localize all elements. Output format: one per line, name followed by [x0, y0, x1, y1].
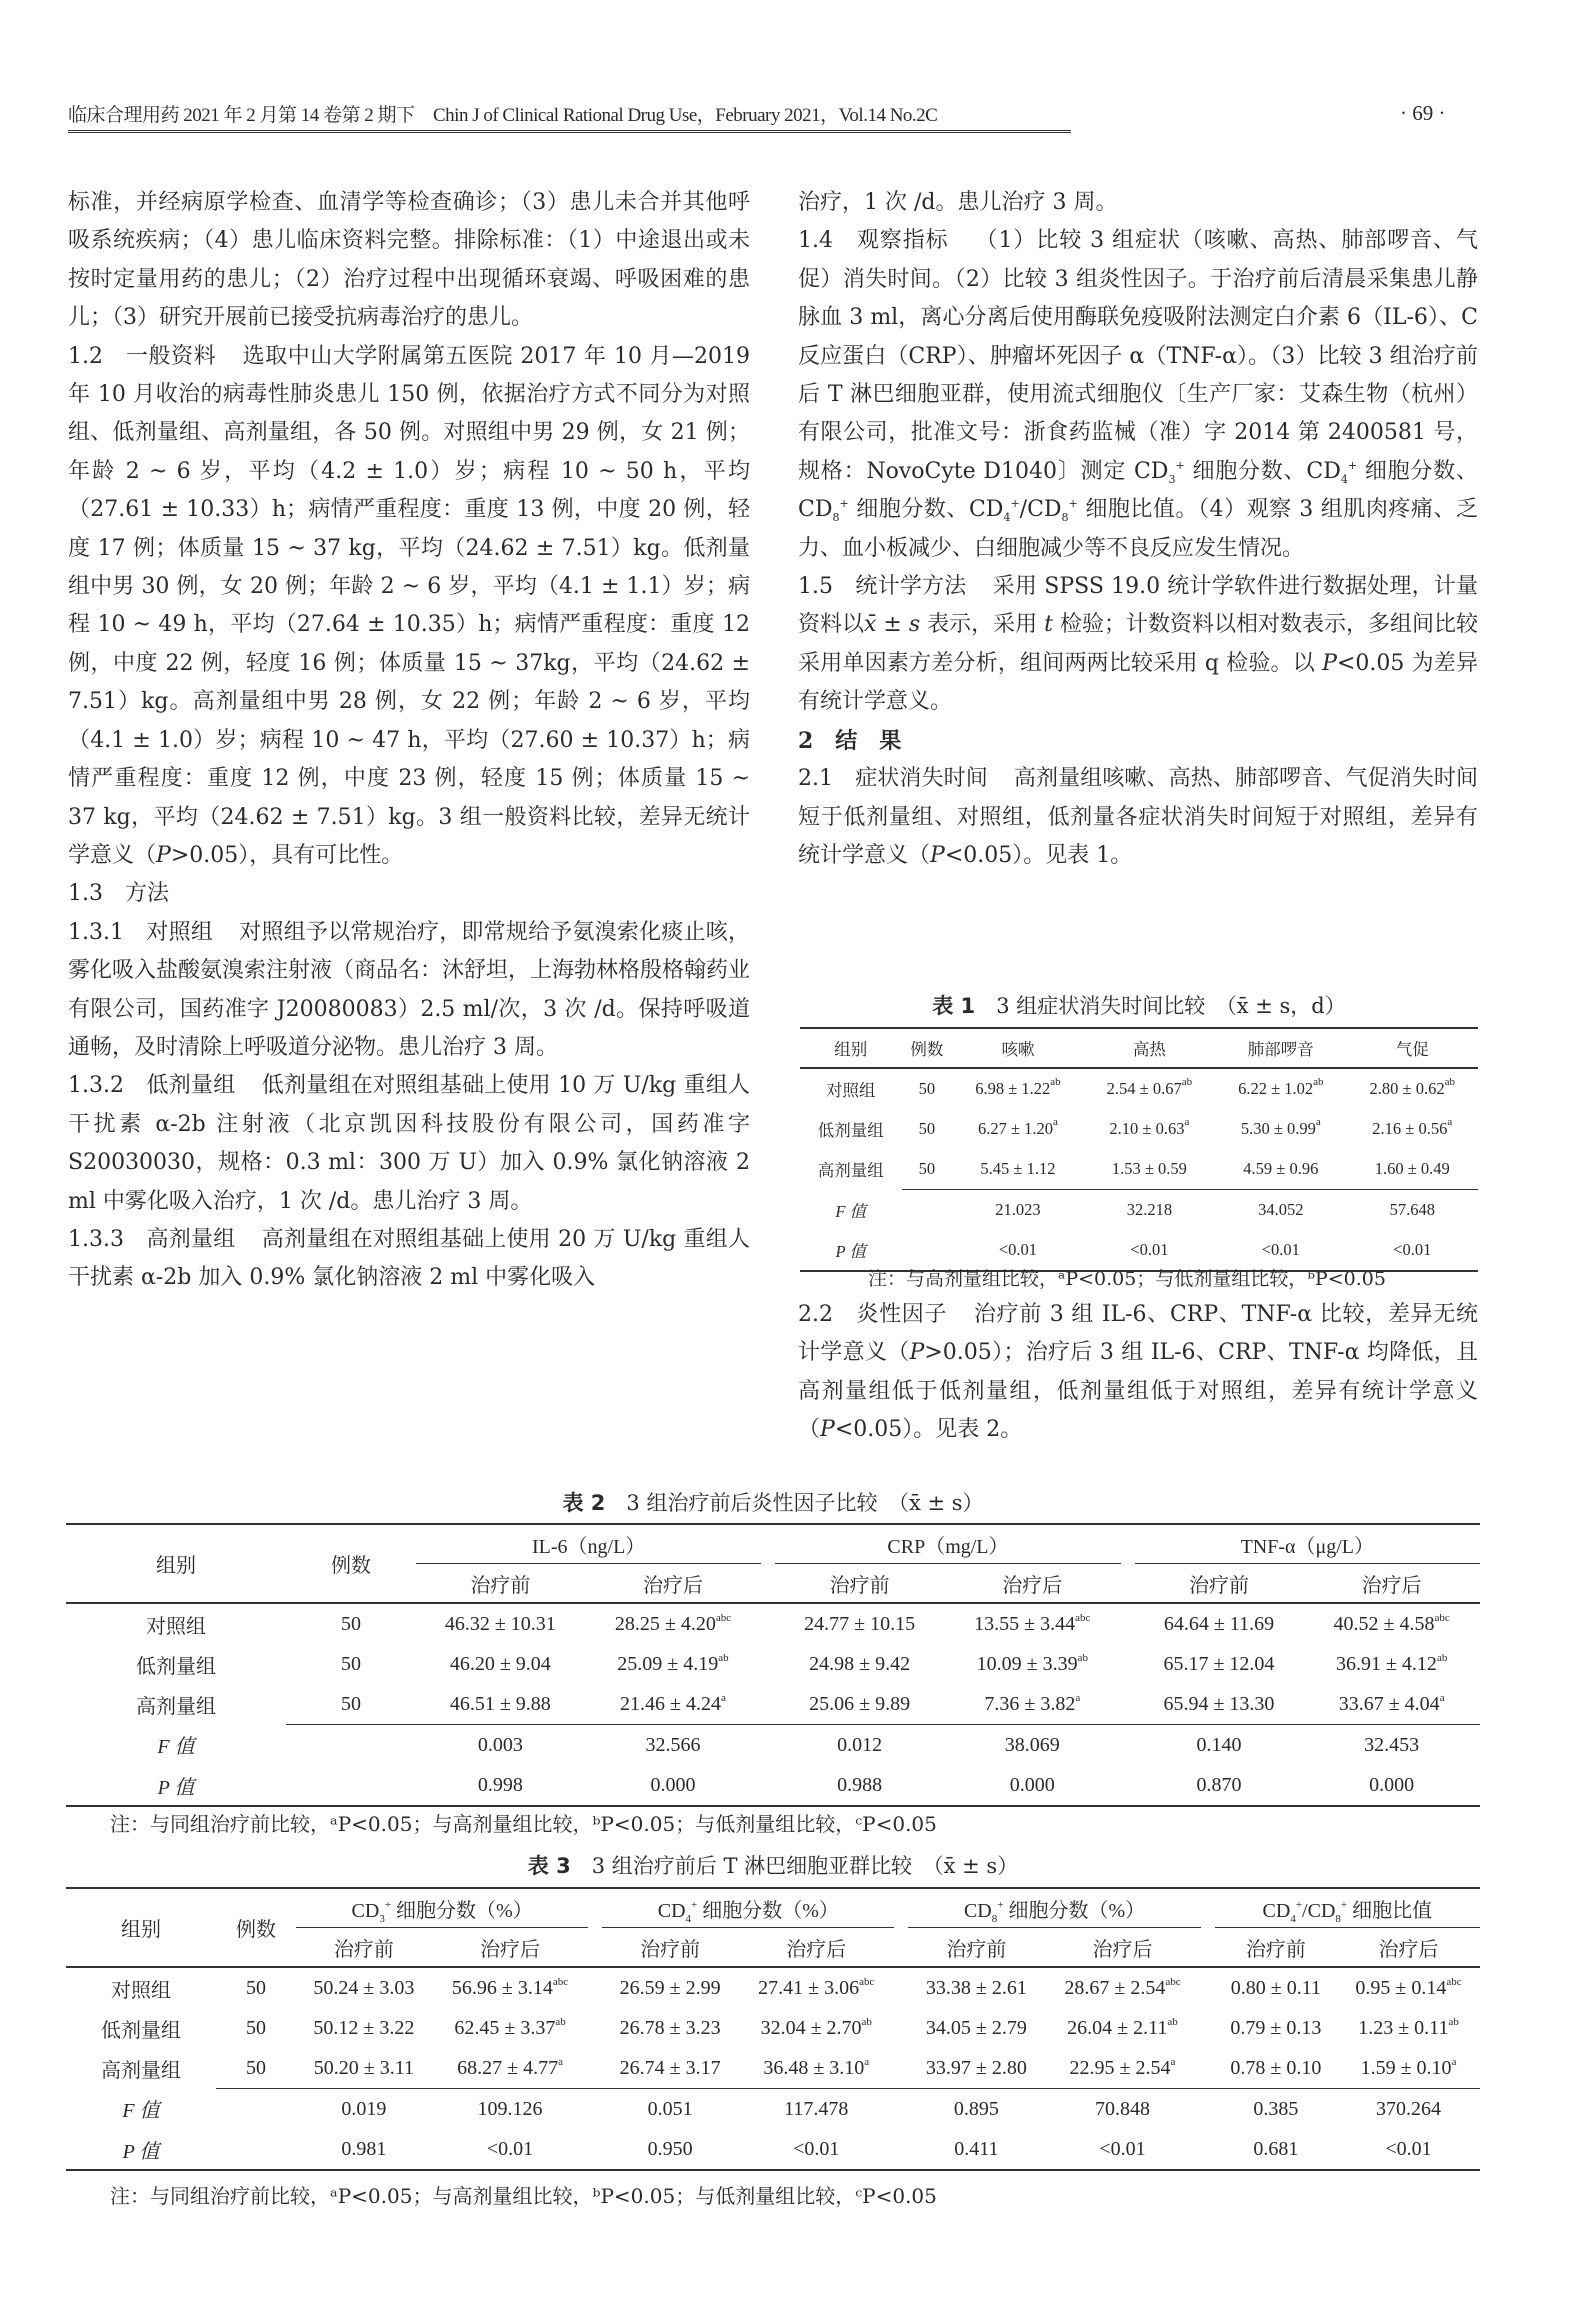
table-row: 低剂量组 50 50.12 ± 3.22 62.45 ± 3.37$^{ab}$ 26.78 ± 3.23 32.04 ± 2.70$^{ab}$ 34.05 ± 2.79 26.04 ± 2.11$^{ab}$ 0.79 ± 0.13 1.23 ± 0.11$^{ab}$ — [101, 2015, 1459, 2042]
section-2-2: 2.2 炎性因子 治疗前 3 组 IL-6、CRP、TNF-α 比较，差异无统计学意义（P>0.05）；治疗后 3 组 IL-6、CRP、TNF-α 均降低，且高剂量组低于低剂量组，低剂量组低于对照组，差异有统计学意义（P<0.05）。见表 2。 — [798, 1302, 1478, 1443]
section-heading: 1.4 观察指标 — [798, 228, 949, 254]
paragraph-continued: 治疗，1 次 /d。患儿治疗 3 周。 — [798, 190, 1118, 215]
table-row: 对照组 50 6.98 ± 1.22$^{ab}$ 2.54 ± 0.67$^{ab}$ 6.22 ± 1.02$^{ab}$ 2.80 ± 0.62$^{ab}$ — [826, 1076, 1455, 1100]
section-heading: 1.3.1 对照组 — [68, 919, 214, 945]
table2-caption: 表 2 3 组治疗前后炎性因子比较 （x̄ ± s） — [562, 1491, 984, 1515]
table1-caption: 表 1 3 组症状消失时间比较 （x̄ ± s，d） — [932, 994, 1346, 1018]
table-header-row: 组别 例数 咳嗽 高热 肺部啰音 气促 — [800, 1028, 1478, 1068]
table2: 组别 例数 IL-6（ng/L） CRP（mg/L） TNF-α（μg/L） 治疗前 治疗后 治疗前 治疗后 治疗前 治疗后 对照组 50 46.32 ± 10.31 28.25 ± 4.20$^{abc}$ 24.77 ± 10.15 13.55 ± 3.44$^{abc}$ 64.64 ± 11.69 40.52 ± 4.58$^{abc}$ 低剂量组 50 46.20 ± 9.04 25.09 ± 4.19$^{ab}$ 24.98 ± 9.42 10.09 ± 3.39$^{ab}$ 65.17 ± 12.04 36.91 ± 4.12$^{ab}$ 高剂量组 50 46.51 ± 9.88 21.46 ± 4.24$^a$ 25.06 ± 9.89 7.36 ± 3.82$^a$ 65.94 ± 13.30 33.67 ± 4.04$^a$ F 值 0.003 32.566 0.012 38.069 0.140 32.453 P 值 0.998 0.000 0.988 0.000 0.870 0.000 — [66, 1523, 1480, 1807]
cd3-header: 细胞分数（%） — [396, 1899, 533, 1922]
section-1-3-1: 1.3.1 对照组 对照组予以常规治疗，即常规给予氨溴索化痰止咳，雾化吸入盐酸氨溴索注射液（商品名：沐舒坦，上海勃林格殷格翰药业有限公司，国药准字 J20080083）2.5 ml/次，3 次 /d。保持呼吸道通畅，及时清除上呼吸道分泌物。患儿治疗 3 周。 — [68, 919, 751, 1060]
table-row: 对照组 50 50.24 ± 3.03 56.96 ± 3.14$^{abc}$ 26.59 ± 2.99 27.41 ± 3.06$^{abc}$ 33.38 ± 2.61 28.67 ± 2.54$^{abc}$ 0.80 ± 0.11 0.95 ± 0.14$^{abc}$ — [111, 1975, 1462, 2002]
table2-note: 注：与同组治疗前比较，ᵃP<0.05；与高剂量组比较，ᵇP<0.05；与低剂量组比较，ᶜP<0.05 — [110, 1812, 937, 1836]
table-p-row: P 值 0.981 <0.01 0.950 <0.01 0.411 <0.01 0.681 <0.01 — [122, 2137, 1432, 2163]
paragraph-criteria: 标准，并经病原学检查、血清学等检查确诊；（3）患儿未合并其他呼吸系统疾病；（4）患儿临床资料完整。排除标准：（1）中途退出或未按时定量用药的患儿；（2）治疗过程中出现循环衰竭、呼吸困难的患儿；（3）研究开展前已接受抗病毒治疗的患儿。 — [68, 190, 750, 331]
section-heading: 1.3.3 高剂量组 — [68, 1226, 236, 1252]
table-p-row: P 值 <0.01 <0.01 <0.01 <0.01 — [835, 1240, 1432, 1261]
table-row: 对照组 50 46.32 ± 10.31 28.25 ± 4.20$^{abc}$ 24.77 ± 10.15 13.55 ± 3.44$^{abc}$ 64.64 ± 11.69 40.52 ± 4.58$^{abc}$ — [146, 1611, 1450, 1638]
table1 — [800, 1027, 1478, 1272]
table-row: 高剂量组 50 50.20 ± 3.11 68.27 ± 4.77$^a$ 26.74 ± 3.17 36.48 ± 3.10$^a$ 33.97 ± 2.80 22.95 ± 2.54$^a$ 0.78 ± 0.10 1.59 ± 0.10$^a$ — [101, 2055, 1457, 2082]
right-column-lower — [798, 1296, 1478, 1450]
section-1-3-heading: 1.3 方法 — [68, 881, 169, 907]
journal-citation: 临床合理用药 2021 年 2 月第 14 卷第 2 期下 Chin J of Clinical Rational Drug Use，February 2021，Vol.14 No.2C — [68, 105, 938, 126]
section-heading: 1.2 一般资料 — [68, 343, 217, 369]
table-f-row: F 值 0.003 32.566 0.012 38.069 0.140 32.453 — [66, 1725, 1480, 1766]
table1-note: 注：与高剂量组比较，ᵃP<0.05；与低剂量组比较，ᵇP<0.05 — [868, 1268, 1386, 1290]
table3-note: 注：与同组治疗前比较，ᵃP<0.05；与高剂量组比较，ᵇP<0.05；与低剂量组比较，ᶜP<0.05 — [110, 2184, 937, 2208]
section-heading: 1.5 统计学方法 — [798, 574, 967, 600]
section-heading: 2.1 症状消失时间 — [798, 766, 988, 792]
table-p-row: P 值 0.998 0.000 0.988 0.000 0.870 0.000 — [157, 1773, 1415, 1799]
page-number: · 69 · — [1400, 101, 1446, 125]
table-f-row: F 值 0.019 109.126 0.051 117.478 0.895 70.848 0.385 370.264 — [66, 2089, 1480, 2130]
table-row: 高剂量组 50 46.51 ± 9.88 21.46 ± 4.24$^a$ 25.06 ± 9.89 7.36 ± 3.82$^a$ 65.94 ± 13.30 33.67 ± 4.04$^a$ — [136, 1691, 1445, 1718]
left-column — [68, 184, 750, 1298]
table-row: 高剂量组 50 5.45 ± 1.12 1.53 ± 0.59 4.59 ± 0.96 1.60 ± 0.49 — [817, 1159, 1450, 1181]
right-column — [798, 184, 1478, 875]
section-2-heading: 2 结 果 — [798, 727, 902, 754]
section-1-3-3: 1.3.3 高剂量组 高剂量组在对照组基础上使用 20 万 U/kg 重组人干扰素 α-2b 加入 0.9% 氯化钠溶液 2 ml 中雾化吸入 — [68, 1226, 750, 1291]
running-header — [68, 100, 1071, 133]
table-row: 低剂量组 50 46.20 ± 9.04 25.09 ± 4.19$^{ab}$ 24.98 ± 9.42 10.09 ± 3.39$^{ab}$ 65.17 ± 12.04 36.91 ± 4.12$^{ab}$ — [136, 1651, 1448, 1678]
section-1-4: 1.4 观察指标 （1）比较 3 组症状（咳嗽、高热、肺部啰音、气促）消失时间。（2）比较 3 组炎性因子。于治疗前后清晨采集患儿静脉血 3 ml，离心分离后使用酶联免疫吸附法测定白介素 6（IL-6）、C 反应蛋白（CRP）、肿瘤坏死因子 α（TNF-α）。（3）比较 3 组治疗前后 T 淋巴细胞亚群，使用流式细胞仪〔生产厂家：艾森生物（杭州）有限公司，批准文号：浙食药监械（准）字 2014 第 2400581 号，规格：NovoCyte D1040〕测定 $CD_3^+$ 细胞分数、$CD_4^+$ 细胞分数、$CD_8^+$ 细胞分数、$CD_4^+/CD_8^+$ 细胞比值。（4）观察 3 组肌肉疼痛、乏力、血小板减少、白细胞减少等不良反应发生情况。 — [798, 228, 1479, 561]
section-heading: 2.2 炎性因子 — [798, 1302, 948, 1327]
section-2-1: 2.1 症状消失时间 高剂量组咳嗽、高热、肺部啰音、气促消失时间短于低剂量组、对照组，低剂量各症状消失时间短于对照组，差异有统计学意义（P<0.05）。见表 1。 — [798, 766, 1478, 868]
table3-caption: 表 3 3 组治疗前后 T 淋巴细胞亚群比较 （x̄ ± s） — [527, 1854, 1019, 1878]
table-row: 低剂量组 50 6.27 ± 1.20$^a$ 2.10 ± 0.63$^a$ 5.30 ± 0.99$^a$ 2.16 ± 0.56$^a$ — [817, 1116, 1453, 1140]
table3: 组别 例数 $CD_3^+$ 细胞分数（%） $CD_4^+$ 细胞分数（%） $CD_8^+$ 细胞分数（%） $CD_4^+/CD_8^+$ 细胞比值 治疗前 治疗后 治疗前 治疗后 治疗前 治疗后 治疗前 治疗后 对照组 50 50.24 ± 3.03 56.96 ± 3.14$^{abc}$ 26.59 ± 2.99 27.41 ± 3.06$^{abc}$ 33.38 ± 2.61 28.67 ± 2.54$^{abc}$ 0.80 ± 0.11 0.95 ± 0.14$^{abc}$ 低剂量组 50 50.12 ± 3.22 62.45 ± 3.37$^{ab}$ 26.78 ± 3.23 32.04 ± 2.70$^{ab}$ 34.05 ± 2.79 26.04 ± 2.11$^{ab}$ 0.79 ± 0.13 1.23 ± 0.11$^{ab}$ 高剂量组 50 50.20 ± 3.11 68.27 ± 4.77$^a$ 26.74 ± 3.17 36.48 ± 3.10$^a$ 33.97 ± 2.80 22.95 ± 2.54$^a$ 0.78 ± 0.10 1.59 ± 0.10$^a$ F 值 0.019 109.126 0.051 117.478 0.895 70.848 0.385 370.264 P 值 0.981 <0.01 0.950 <0.01 0.411 <0.01 0.681 <0.01 — [66, 1887, 1480, 2171]
section-heading: 1.3.2 低剂量组 — [68, 1073, 236, 1099]
section-1-3-2: 1.3.2 低剂量组 低剂量组在对照组基础上使用 10 万 U/kg 重组人干扰素 α-2b 注射液（北京凯因科技股份有限公司，国药准字 S20030030，规格：0.3 ml：300 万 U）加入 0.9% 氯化钠溶液 2 ml 中雾化吸入治疗，1 次 /d。患儿治疗 3 周。 — [68, 1073, 750, 1214]
section-1-5: 1.5 统计学方法 采用 SPSS 19.0 统计学软件进行数据处理，计量资料以x̄ ± s 表示，采用 t 检验；计数资料以相对数表示，多组间比较采用单因素方差分析，组间两两比较采用 q 检验。以 P<0.05 为差异有统计学意义。 — [798, 574, 1479, 715]
section-1-2: 1.2 一般资料 选取中山大学附属第五医院 2017 年 10 月—2019 年 10 月收治的病毒性肺炎患儿 150 例，依据治疗方式不同分为对照组、低剂量组、高剂量组，各 50 例。对照组中男 29 例，女 21 例；年龄 2 ~ 6 岁，平均（4.2 ± 1.0）岁；病程 10 ~ 50 h，平均（27.61 ± 10.33）h；病情严重程度：重度 13 例，中度 20 例，轻度 17 例；体质量 15 ~ 37 kg，平均（24.62 ± 7.51）kg。低剂量组中男 30 例，女 20 例；年龄 2 ~ 6 岁，平均（4.1 ± 1.1）岁；病程 10 ~ 49 h，平均（27.64 ± 10.35）h；病情严重程度：重度 12 例，中度 22 例，轻度 16 例；体质量 15 ~ 37kg，平均（24.62 ± 7.51）kg。高剂量组中男 28 例，女 22 例；年龄 2 ~ 6 岁，平均（4.1 ± 1.0）岁；病程 10 ~ 47 h，平均（27.60 ± 10.37）h；病情严重程度：重度 12 例，中度 23 例，轻度 15 例；体质量 15 ~ 37 kg，平均（24.62 ± 7.51）kg。3 组一般资料比较，差异无统计学意义（P>0.05），具有可比性。 — [68, 343, 750, 868]
table-f-row: F 值 21.023 32.218 34.052 57.648 — [800, 1190, 1478, 1231]
